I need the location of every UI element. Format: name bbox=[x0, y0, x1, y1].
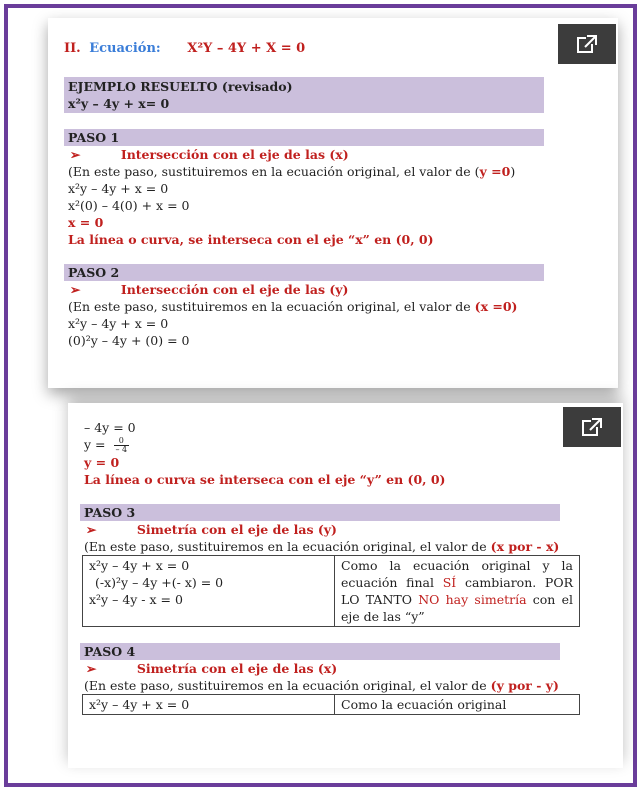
step-line-1: – 4y = 0 bbox=[84, 420, 136, 435]
expand-button[interactable] bbox=[558, 24, 616, 64]
step-conclusion: La línea o curva se interseca con el eje “y” en (0, 0) bbox=[84, 472, 446, 487]
fraction bbox=[114, 437, 130, 454]
step-line-2-prefix: y = bbox=[84, 437, 106, 452]
bullet-arrow-icon: ➢ bbox=[70, 282, 81, 297]
paso1-instruction-end: ) bbox=[510, 164, 516, 179]
paso3-table-left bbox=[83, 556, 335, 627]
paso2-line-1: x²y – 4y + x = 0 bbox=[68, 316, 169, 331]
bullet-arrow-icon: ➢ bbox=[86, 661, 97, 676]
example-equation: x²y – 4y + x= 0 bbox=[68, 96, 170, 111]
fraction-denominator: – 4 bbox=[115, 445, 128, 454]
paso1-line-1: x²y – 4y + x = 0 bbox=[68, 181, 169, 196]
paso1-conclusion: La línea o curva, se interseca con el eje “x” en (0, 0) bbox=[68, 232, 434, 247]
bullet-arrow-icon: ➢ bbox=[70, 147, 81, 162]
paso3-instruction bbox=[80, 538, 560, 555]
slide-panel-2 bbox=[68, 403, 623, 768]
step-result: y = 0 bbox=[84, 455, 120, 470]
paso3-table-right bbox=[335, 556, 580, 627]
paso3-heading bbox=[80, 521, 560, 538]
paso3-right-text-a: Como la ecuación original y la ecuación final bbox=[341, 558, 573, 590]
paso3-right-text-b: cambiaron. POR LO TANTO bbox=[341, 575, 573, 607]
paso1-line-2: x²(0) – 4(0) + x = 0 bbox=[68, 198, 190, 213]
paso4-right-line: Como la ecuación original bbox=[335, 695, 580, 715]
paso3-table bbox=[82, 555, 580, 627]
paso2-instruction-text: (En este paso, sustituiremos en la ecuación original, el valor de bbox=[68, 299, 471, 314]
paso3-heading-text: Simetría con el eje de las (y) bbox=[136, 522, 337, 537]
paso2-header: PASO 2 bbox=[64, 264, 544, 281]
paso3-left-line-3: x²y – 4y - x = 0 bbox=[89, 592, 183, 607]
paso2-heading-text: Intersección con el eje de las (y) bbox=[120, 282, 349, 297]
section-number: II. bbox=[64, 41, 81, 56]
paso1-instruction-text: (En este paso, sustituiremos en la ecuación original, el valor de ( bbox=[68, 164, 480, 179]
expand-button[interactable] bbox=[563, 407, 621, 447]
paso3-right-si: SÍ bbox=[442, 575, 457, 590]
paso1-header: PASO 1 bbox=[64, 129, 544, 146]
paso1-instruction bbox=[64, 163, 544, 180]
slide-panel-1 bbox=[48, 18, 618, 388]
paso2-instruction bbox=[64, 298, 544, 315]
paso3-right-text-c: con el eje de las “y” bbox=[341, 592, 573, 624]
paso3-right-no: NO hay simetría bbox=[418, 592, 527, 607]
paso4-heading bbox=[80, 660, 560, 677]
paso4-heading-text: Simetría con el eje de las (x) bbox=[136, 661, 338, 676]
fraction-numerator: 0 bbox=[114, 437, 130, 446]
paso4-instruction-text: (En este paso, sustituiremos en la ecuación original, el valor de bbox=[84, 678, 487, 693]
paso1-value: y =0 bbox=[479, 164, 511, 179]
paso3-value: (x por - x) bbox=[490, 539, 560, 554]
paso3-left-line-1: x²y – 4y + x = 0 bbox=[89, 558, 190, 573]
step-line-2 bbox=[80, 436, 560, 454]
example-header-bar bbox=[64, 77, 544, 113]
paso4-left-line: x²y – 4y + x = 0 bbox=[83, 695, 335, 715]
paso4-table bbox=[82, 694, 580, 715]
external-link-icon bbox=[581, 417, 603, 437]
bullet-arrow-icon: ➢ bbox=[86, 522, 97, 537]
example-header: EJEMPLO RESUELTO (revisado) bbox=[68, 79, 293, 94]
paso3-instruction-text: (En este paso, sustituiremos en la ecuación original, el valor de bbox=[84, 539, 487, 554]
paso2-line-2: (0)²y – 4y + (0) = 0 bbox=[68, 333, 190, 348]
paso4-instruction bbox=[80, 677, 560, 694]
section-label: Ecuación: bbox=[89, 41, 161, 56]
section-equation: X²Y – 4Y + X = 0 bbox=[187, 41, 306, 56]
paso3-header: PASO 3 bbox=[80, 504, 560, 521]
paso1-result: x = 0 bbox=[68, 215, 104, 230]
paso4-value: (y por - y) bbox=[490, 678, 559, 693]
paso2-heading bbox=[64, 281, 544, 298]
paso3-left-line-2: (-x)²y – 4y +(- x) = 0 bbox=[95, 575, 224, 590]
document-frame bbox=[4, 4, 637, 787]
paso2-value: (x =0) bbox=[474, 299, 518, 314]
external-link-icon bbox=[576, 34, 598, 54]
paso1-heading-text: Intersección con el eje de las (x) bbox=[120, 147, 349, 162]
paso4-header: PASO 4 bbox=[80, 643, 560, 660]
section-title bbox=[64, 40, 544, 57]
paso1-heading bbox=[64, 146, 544, 163]
